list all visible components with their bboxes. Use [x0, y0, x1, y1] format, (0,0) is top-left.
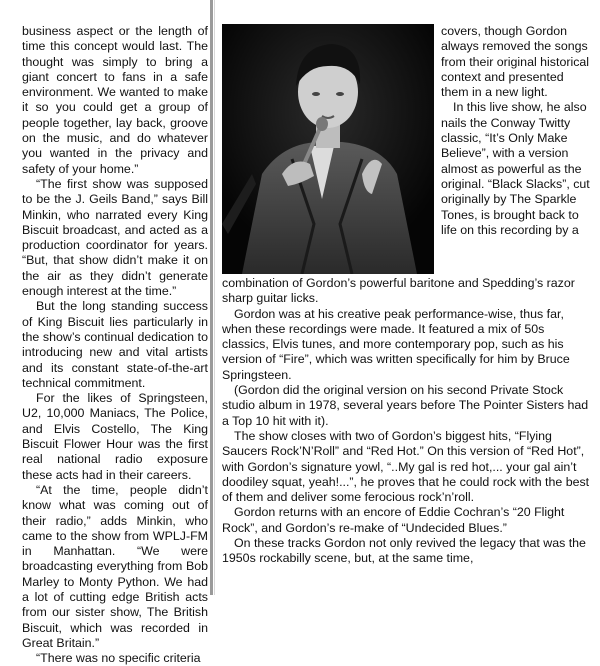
paragraph: combination of Gordon’s powerful baritone and Spedding’s razor sharp guitar licks. [222, 276, 575, 306]
paragraph: business aspect or the length of time this concept would last. The thought was simply to bring a giant concert to fans in a safe environment. We wanted to make it so you could get a group of people together, lay back, groove on the music, and do whatever you wanted in the privacy and safety of your home.” [22, 24, 208, 176]
singer-photo [222, 24, 434, 274]
paragraph: (Gordon did the original version on his second Private Stock studio album in 1978, several years before The Pointer Sisters had a Top 10 hit with it). [222, 383, 589, 428]
paragraph: Gordon was at his creative peak performance-wise, thus far, when these recordings were made. It featured a mix of 50s classics, Elvis tunes, and more contemporary pop, such as his version of “Fire”, which was written specifically for him by Bruce Springsteen. [222, 306, 570, 382]
paragraph: “There was no specific criteria [36, 651, 201, 666]
left-text-column [22, 24, 208, 666]
right-text-column-narrow [441, 24, 591, 238]
paragraph: But the long standing success of King Biscuit lies particularly in the show’s continual dedication to introducing new and vital artists and its constant state-of-the-art technical commitment. [22, 299, 208, 390]
right-text-column-wide [222, 276, 592, 567]
paragraph: “At the time, people didn’t know what was coming out of their radio,” adds Minkin, who came to the show from WPLJ-FM in Manhattan. “We were broadcasting everything from Bob Marley to Monty Python. We had a lot of cutting edge British acts from our sister show, The British Biscuit, which was recorded in Great Britain.” [22, 482, 208, 650]
paragraph: For the likes of Springsteen, U2, 10,000 Maniacs, The Police, and Elvis Costello, The King Biscuit Flower Hour was the first real national radio exposure these acts had in their careers. [22, 391, 208, 482]
paragraph: “The first show was supposed to be the J. Geils Band,” says Bill Minkin, who narrated every King Biscuit broadcast, and acted as a production coordinator for years. “But, that show didn’t make it on the air as they didn’t generate enough interest at the time.” [22, 176, 208, 299]
column-divider [210, 0, 213, 595]
paragraph: On these tracks Gordon not only revived the legacy that was the 1950s rockabilly scene, but, at the same time, [222, 536, 586, 566]
paragraph: In this live show, he also nails the Conway Twitty classic, “It’s Only Make Believe”, with a version almost as powerful as the original. “Black Slacks”, cut originally by The Sparkle Tones, is brought back to life on this recording by a [441, 100, 590, 237]
singer-photo-illustration [222, 24, 434, 274]
paragraph: covers, though Gordon always removed the songs from their original historical context and presented them in a new light. [441, 24, 590, 100]
paragraph: The show closes with two of Gordon’s biggest hits, “Flying Saucers Rock’N’Roll” and “Red Hot.” On this version of “Red Hot”, with Gordon’s signature yowl, “..My gal is red hot,... your gal ain’t doodiley squat, yeah!...”, he proves that he could rock with the best of them and deliver some ferocious rock’n’roll. [222, 428, 590, 505]
column-divider-highlight [214, 0, 215, 595]
paragraph: Gordon returns with an encore of Eddie Cochran’s “20 Flight Rock”, and Gordon’s re-make of “Undecided Blues.” [222, 505, 565, 535]
